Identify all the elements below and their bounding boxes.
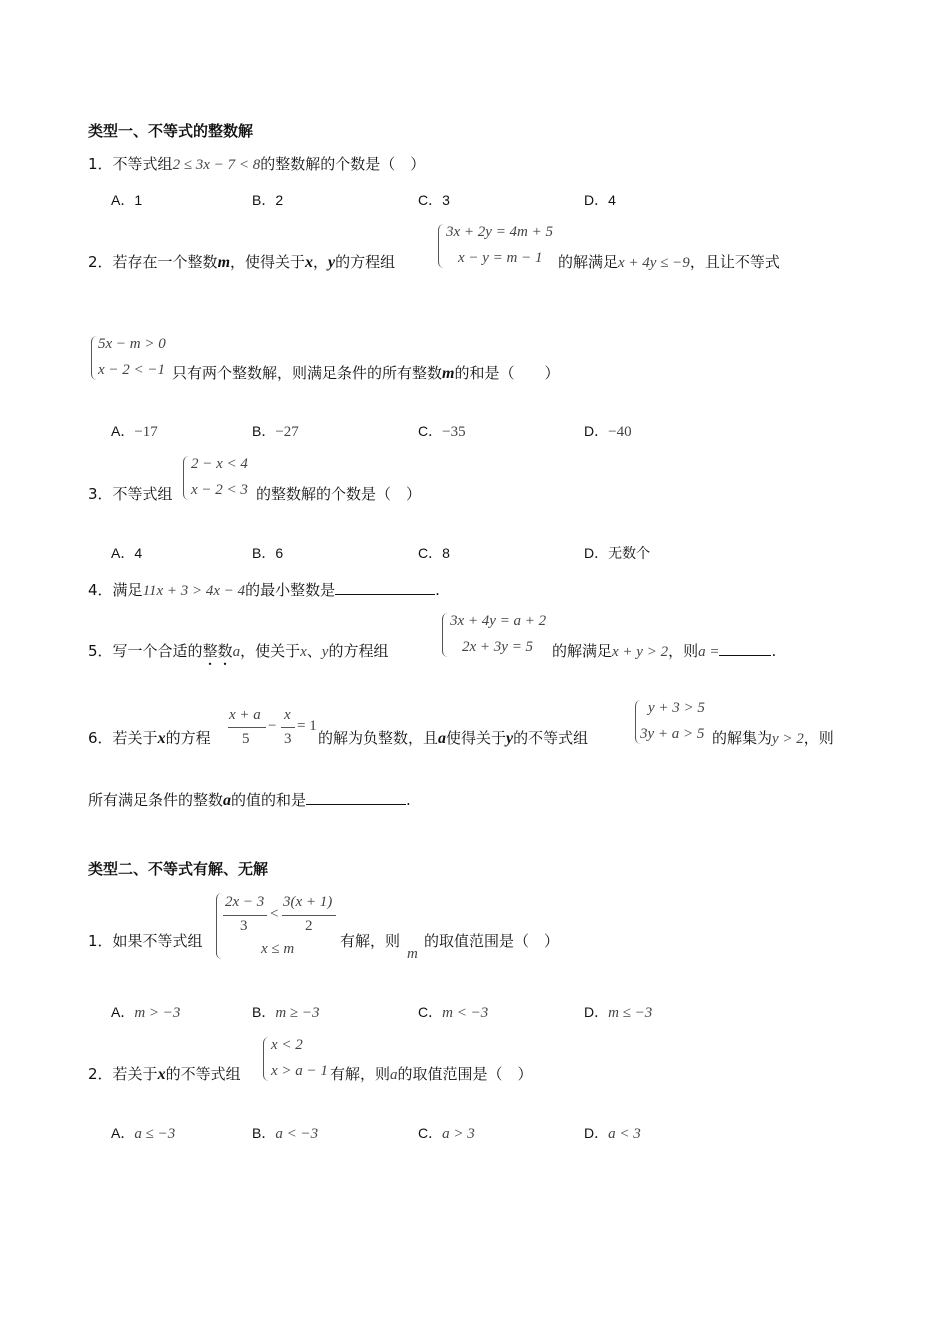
system-equation-2: 2x + 3y = 5 [462, 639, 534, 655]
variable-m: m [407, 946, 418, 962]
option-label: B． [252, 1004, 276, 1020]
option-label: D． [584, 1125, 609, 1141]
question-number: 2． [88, 1065, 113, 1083]
option-label: B． [252, 423, 276, 439]
system-brace [216, 893, 222, 959]
option-c [418, 421, 466, 441]
question-text: 满足 [112, 581, 143, 599]
question-text: ，且让不等式 [689, 253, 780, 271]
fraction-bar [282, 915, 336, 916]
fraction-bar [228, 727, 266, 728]
condition-expression: x + 4y ≤ −9 [618, 255, 690, 271]
option-label: A． [111, 1125, 135, 1141]
option-b: B．2 [252, 192, 284, 208]
fraction-bar [223, 915, 267, 916]
variable-a: a [390, 1067, 398, 1083]
question-text: ，使得关于 [230, 253, 306, 271]
inequality-expression: 2 ≤ 3x − 7 < 8 [172, 157, 261, 173]
question-1-6-part3 [712, 727, 834, 748]
question-text: 的整数解的个数是（ ） [260, 155, 426, 173]
equals-one: = 1 [297, 718, 317, 734]
inequality-1: 2 − x < 4 [191, 456, 248, 472]
option-a [111, 1002, 180, 1022]
less-than-sign: < [270, 906, 279, 922]
option-c: C．8 [418, 545, 450, 561]
question-text: ，则 [803, 729, 834, 747]
question-text: 如果不等式组 [112, 932, 203, 950]
question-2-2-part1 [88, 1063, 241, 1084]
option-a [111, 1123, 175, 1143]
option-value: m ≥ −3 [275, 1005, 320, 1021]
question-text: 的方程组 [328, 642, 389, 660]
section-title-solvable: 类型二、不等式有解、无解 [88, 860, 269, 878]
option-value: a < −3 [275, 1126, 319, 1142]
variable-x: x [157, 1066, 166, 1083]
section-title-integer-solutions: 类型一、不等式的整数解 [88, 122, 254, 140]
variable-a: a [438, 730, 447, 747]
question-1-2-part2 [558, 251, 780, 272]
option-d: D．4 [584, 192, 616, 208]
option-d [584, 1002, 652, 1022]
option-b [252, 1002, 320, 1022]
question-1-2-part3 [172, 362, 559, 383]
option-b [252, 421, 299, 441]
question-text: 有解，则 [330, 1065, 391, 1083]
question-text: 的解为负整数，且 [318, 729, 439, 747]
inequality-2: x − 2 < 3 [191, 482, 248, 498]
option-value: −27 [275, 424, 299, 440]
option-c [418, 1002, 488, 1022]
inequality-expression: 11x + 3 > 4x − 4 [142, 583, 246, 599]
option-value: m > −3 [134, 1005, 181, 1021]
question-text: 所有满足条件的整数 [88, 791, 224, 809]
answer-blank[interactable] [335, 580, 435, 595]
question-text: 、 [306, 642, 322, 660]
variable-x: x [305, 254, 314, 271]
question-number: 5． [88, 642, 113, 660]
variable-a: a [232, 644, 241, 660]
question-text: 的方程 [165, 729, 211, 747]
question-text: ， [313, 253, 329, 271]
option-value: a > 3 [442, 1126, 475, 1142]
inequality-1: y + 3 > 5 [648, 700, 705, 716]
option-label: A． [111, 1004, 135, 1020]
variable-y: y [506, 730, 514, 747]
question-text: 的解集为 [712, 729, 773, 747]
system-brace [263, 1037, 269, 1081]
option-value: a < 3 [608, 1126, 641, 1142]
question-text: 的最小整数是 [245, 581, 336, 599]
system-brace [183, 456, 189, 500]
answer-lhs: a = [698, 644, 720, 660]
answer-blank[interactable] [719, 641, 771, 656]
option-b: B．6 [252, 545, 284, 561]
question-text: . [771, 642, 777, 660]
question-text: 若存在一个整数 [112, 253, 218, 271]
option-b [252, 1123, 318, 1143]
question-text: 使得关于 [446, 729, 507, 747]
question-text: 的解满足 [552, 642, 613, 660]
inequality-2: x − 2 < −1 [98, 362, 166, 378]
option-label: D． [584, 423, 609, 439]
question-1-3-part2: 的整数解的个数是（ ） [256, 485, 422, 503]
variable-y: y [328, 254, 336, 271]
question-text: 的不等式组 [513, 729, 589, 747]
question-2-1-part2: 有解，则 [340, 932, 401, 950]
fraction-bar [281, 727, 295, 728]
fraction-1-denominator: 5 [242, 731, 250, 747]
question-number: 1． [88, 932, 113, 950]
emphasized-text: 整数 [202, 642, 233, 660]
question-1-5-part1 [88, 640, 388, 669]
question-1-5-part2 [552, 640, 776, 661]
question-text: 若关于 [112, 1065, 158, 1083]
option-value: −40 [608, 424, 632, 440]
question-text: 不等式组 [112, 485, 173, 503]
question-text: 若关于 [112, 729, 158, 747]
question-1-6-part1 [88, 727, 211, 748]
question-2-1-part1 [88, 930, 203, 951]
fraction-2-denominator: 3 [284, 731, 292, 747]
question-text: 不等式组 [112, 155, 173, 173]
question-text: 的解满足 [558, 253, 619, 271]
option-c: C．3 [418, 192, 450, 208]
question-text: 的不等式组 [165, 1065, 241, 1083]
fraction-2-numerator: x [284, 707, 291, 723]
question-number: 4． [88, 581, 113, 599]
option-value: m ≤ −3 [608, 1005, 653, 1021]
inequality-1: 5x − m > 0 [98, 336, 166, 352]
option-a: A．4 [111, 545, 143, 561]
fraction-b-numerator: 3(x + 1) [283, 894, 333, 910]
condition-expression: x + y > 2 [612, 644, 669, 660]
option-label: B． [252, 1125, 276, 1141]
option-label: D． [584, 1004, 609, 1020]
inequality-2: x > a − 1 [271, 1063, 328, 1079]
question-text: . [406, 791, 411, 809]
system-equation-2: x − y = m − 1 [458, 250, 543, 266]
question-text: 写一个合适的 [112, 642, 203, 660]
option-label: C． [418, 1004, 443, 1020]
option-label: A． [111, 423, 135, 439]
option-d [584, 1123, 641, 1143]
question-2-1-part3: 的取值范围是（ ） [424, 932, 560, 950]
variable-m: m [217, 254, 231, 271]
variable-m: m [442, 365, 455, 382]
question-number: 2． [88, 253, 113, 271]
system-brace [442, 613, 448, 657]
question-number: 1． [88, 155, 113, 173]
system-brace [438, 224, 444, 268]
option-label: C． [418, 423, 443, 439]
option-d: D．无数个 [584, 545, 651, 561]
option-value: m < −3 [442, 1005, 489, 1021]
question-1-3-part1 [88, 483, 173, 504]
question-1-1 [88, 153, 425, 174]
question-text: ，使关于 [240, 642, 301, 660]
system-equation-1: 3x + 4y = a + 2 [450, 613, 547, 629]
question-text: 的取值范围是（ ） [397, 1065, 533, 1083]
question-1-2-part1 [88, 251, 395, 272]
fraction-b-denominator: 2 [305, 918, 313, 934]
solution-set: y > 2 [772, 731, 804, 747]
variable-a: a [223, 792, 232, 809]
option-d [584, 421, 632, 441]
system-brace [91, 336, 97, 380]
variable-y: y [321, 644, 329, 660]
question-number: 6． [88, 729, 113, 747]
system-equation-1: 3x + 2y = 4m + 5 [446, 224, 554, 240]
fraction-1-numerator: x + a [229, 707, 261, 723]
question-1-6-part2 [318, 727, 588, 748]
inequality-2: 3y + a > 5 [640, 726, 705, 742]
variable-x: x [157, 730, 166, 747]
variable-x: x [300, 644, 307, 660]
inequality-1: x < 2 [271, 1037, 303, 1053]
fraction-a-numerator: 2x − 3 [225, 894, 265, 910]
question-text: . [435, 581, 440, 599]
inequality-2: x ≤ m [261, 941, 295, 957]
option-value: a ≤ −3 [134, 1126, 176, 1142]
option-c [418, 1123, 475, 1143]
question-1-4 [88, 579, 440, 600]
minus-sign: − [268, 718, 277, 734]
answer-blank[interactable] [306, 790, 406, 805]
option-a: A．1 [111, 192, 143, 208]
question-text: 的和是（ ） [454, 364, 560, 382]
option-label: C． [418, 1125, 443, 1141]
question-1-6-line2 [88, 789, 411, 810]
question-text: 只有两个整数解，则满足条件的所有整数 [172, 364, 443, 382]
question-text: ，则 [668, 642, 699, 660]
fraction-a-denominator: 3 [240, 918, 248, 934]
question-number: 3． [88, 485, 113, 503]
question-text: 的方程组 [335, 253, 396, 271]
question-2-2-part2 [330, 1063, 533, 1084]
option-a [111, 421, 158, 441]
option-value: −17 [134, 424, 158, 440]
question-text: 的值的和是 [231, 791, 307, 809]
option-value: −35 [442, 424, 466, 440]
